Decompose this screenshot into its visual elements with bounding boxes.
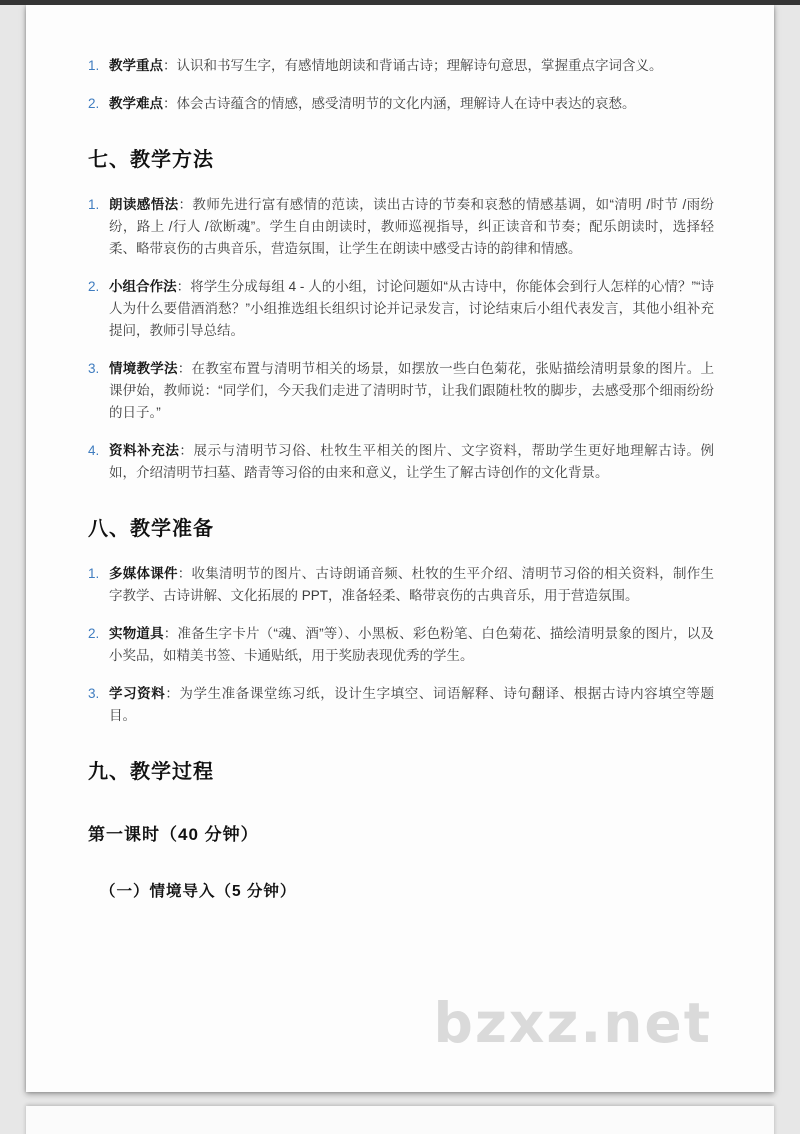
list-item: [88, 358, 714, 424]
list-body: ：体会古诗蕴含的情感，感受清明节的文化内涵，理解诗人在诗中表达的哀愁。: [163, 96, 636, 111]
list-body: ：为学生准备课堂练习纸，设计生字填空、词语解释、诗句翻译、根据古诗内容填空等题目。: [109, 686, 715, 723]
list-term: 教学重点: [109, 58, 163, 73]
list-body: ：展示与清明节习俗、杜牧生平相关的图片、文字资料，帮助学生更好地理解古诗。例如，介绍清明节扫墓、踏青等习俗的由来和意义，让学生了解古诗创作的文化背景。: [109, 443, 715, 480]
list-body: ：准备生字卡片（“魂、酒”等）、小黑板、彩色粉笔、白色菊花、描绘清明景象的图片，以及小奖品，如精美书签、卡通贴纸，用于奖励表现优秀的学生。: [109, 626, 714, 663]
list-term: 学习资料: [109, 686, 166, 701]
section-heading-methods: 七、教学方法: [88, 149, 214, 171]
activity-heading: （一）情境导入（5 分钟）: [100, 883, 297, 900]
list-term: 小组合作法: [109, 279, 177, 294]
next-page-edge: [26, 1106, 774, 1134]
list-item: [88, 194, 714, 260]
list-text: [109, 623, 714, 667]
list-number: 3.: [88, 686, 100, 701]
list-number: 2.: [88, 626, 100, 641]
list-number: 2.: [88, 279, 100, 294]
list-number: 2.: [88, 96, 100, 111]
list-term: 朗读感悟法: [109, 197, 179, 212]
list-item: [88, 683, 714, 727]
lesson-heading: 第一课时（40 分钟）: [88, 825, 259, 844]
list-item: [88, 276, 714, 342]
list-body: ：教师先进行富有感情的范读，读出古诗的节奏和哀愁的情感基调，如“清明 /时节 /雨纷纷，路上 /行人 /欲断魂”。学生自由朗读时，教师巡视指导，纠正读音和节奏；配乐朗读时，选择轻柔、略带哀伤的古典音乐，营造氛围，让学生在朗读中感受古诗的韵律和情感。: [109, 197, 715, 256]
viewer-top-edge: [0, 0, 800, 5]
list-text: [109, 276, 714, 342]
list-item: [88, 623, 714, 667]
section-heading-preparation: 八、教学准备: [88, 518, 214, 540]
list-text: [109, 683, 714, 727]
section-heading-process: 九、教学过程: [88, 761, 214, 783]
list-term: 多媒体课件: [109, 566, 178, 581]
list-text: [109, 440, 714, 484]
list-body: ：在教室布置与清明节相关的场景，如摆放一些白色菊花，张贴描绘清明景象的图片。上课伊始，教师说：“同学们，今天我们走进了清明时节，让我们跟随杜牧的脚步，去感受那个细雨纷纷的日子。”: [109, 361, 715, 420]
list-number: 3.: [88, 361, 100, 376]
list-item: [88, 55, 714, 77]
list-item: [88, 440, 714, 484]
list-text: [109, 563, 714, 607]
watermark-text: bzxz.net: [433, 991, 712, 1055]
list-text: [109, 93, 714, 115]
document-page: [26, 5, 774, 1092]
list-body: ：将学生分成每组 4 - 人的小组，讨论问题如“从古诗中，你能体会到行人怎样的心情？”“诗人为什么要借酒消愁？”小组推选组长组织讨论并记录发言，讨论结束后小组代表发言，其他小组补充提问，教师引导总结。: [109, 279, 714, 338]
list-body: ：认识和书写生字，有感情地朗读和背诵古诗；理解诗句意思，掌握重点字词含义。: [163, 58, 663, 73]
list-term: 资料补充法: [109, 443, 180, 458]
list-text: [109, 358, 714, 424]
list-number: 1.: [88, 566, 100, 581]
list-item: [88, 563, 714, 607]
list-item: [88, 93, 714, 115]
list-number: 1.: [88, 197, 100, 212]
list-term: 情境教学法: [109, 361, 178, 376]
list-body: ：收集清明节的图片、古诗朗诵音频、杜牧的生平介绍、清明节习俗的相关资料，制作生字教学、古诗讲解、文化拓展的 PPT，准备轻柔、略带哀伤的古典音乐，用于营造氛围。: [109, 566, 715, 603]
list-term: 教学难点: [109, 96, 163, 111]
list-text: [109, 194, 714, 260]
list-number: 1.: [88, 58, 100, 73]
list-text: [109, 55, 714, 77]
list-number: 4.: [88, 443, 100, 458]
list-term: 实物道具: [109, 626, 164, 641]
page-content: [26, 5, 774, 1092]
